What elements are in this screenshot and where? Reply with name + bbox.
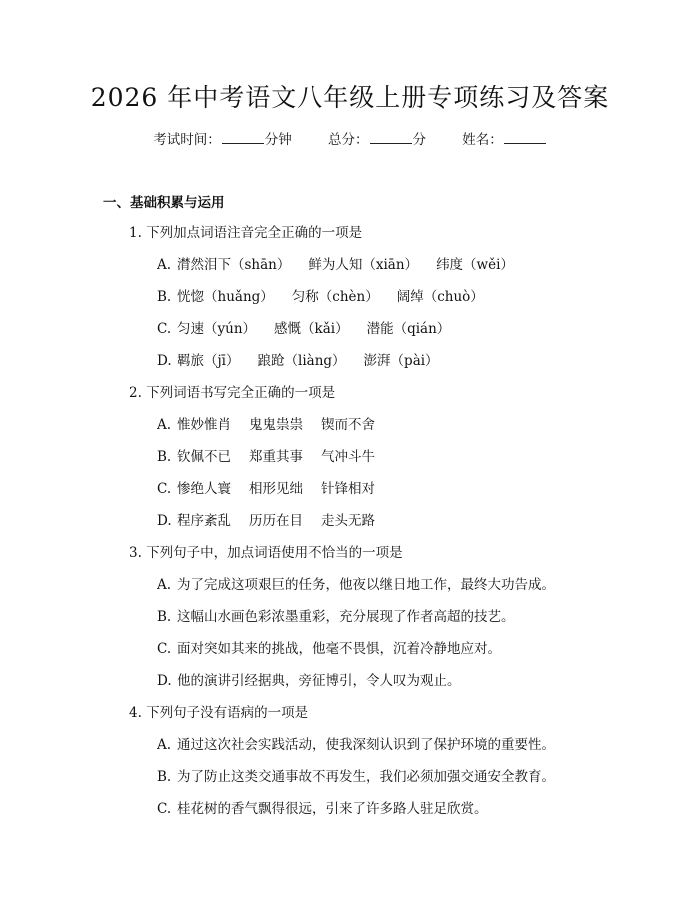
option-term: 匀称（chèn） <box>291 289 379 305</box>
option-letter: B. <box>157 769 172 785</box>
total-score-field <box>328 130 426 150</box>
option-letter: D. <box>157 353 172 369</box>
option-letter: B. <box>157 609 172 625</box>
option-term: 锲而不舍 <box>321 417 375 433</box>
page-title: 2026 年中考语文八年级上册专项练习及答案 <box>90 83 610 112</box>
option-term: 潸然泪下（shān） <box>177 257 291 273</box>
option-letter: C. <box>157 481 172 497</box>
question-stem: 4. 下列句子没有语病的一项是 <box>129 705 309 721</box>
option-term: 惨绝人寰 <box>177 481 231 497</box>
option-letter: C. <box>157 801 172 817</box>
option-row <box>157 735 555 755</box>
option-term: 感慨（kǎi） <box>274 321 349 337</box>
option-row <box>157 319 468 339</box>
option-letter: C. <box>157 641 172 657</box>
option-term: 惟妙惟肖 <box>177 417 231 433</box>
option-sentence: 为了完成这项艰巨的任务，他夜以继日地工作，最终大功告成。 <box>177 577 555 593</box>
total-score-unit: 分 <box>412 132 426 148</box>
option-term: 钦佩不已 <box>177 449 231 465</box>
option-term: 相形见绌 <box>249 481 303 497</box>
option-letter: A. <box>157 417 172 433</box>
section-heading: 一、基础积累与运用 <box>103 195 225 211</box>
option-row <box>157 287 502 307</box>
option-letter: A. <box>157 257 172 273</box>
option-sentence: 面对突如其来的挑战，他毫不畏惧，沉着冷静地应对。 <box>177 641 501 657</box>
option-letter: B. <box>157 289 172 305</box>
option-term: 纬度（wěi） <box>436 257 514 273</box>
option-letter: D. <box>157 673 172 689</box>
option-sentence: 通过这次社会实践活动，使我深刻认识到了保护环境的重要性。 <box>177 737 555 753</box>
option-term: 匀速（yún） <box>177 321 257 337</box>
option-row <box>157 671 461 691</box>
student-name-label: 姓名： <box>462 132 503 148</box>
question-stem: 1. 下列加点词语注音完全正确的一项是 <box>129 225 363 241</box>
option-letter: B. <box>157 449 172 465</box>
option-row <box>157 799 488 819</box>
option-term: 气冲斗牛 <box>321 449 375 465</box>
option-sentence: 为了防止这类交通事故不再发生，我们必须加强交通安全教育。 <box>177 769 555 785</box>
exam-time-unit: 分钟 <box>264 132 292 148</box>
option-term: 澎湃（pài） <box>363 353 439 369</box>
option-term: 鲜为人知（xiān） <box>308 257 419 273</box>
option-term: 郑重其事 <box>249 449 303 465</box>
option-letter: A. <box>157 737 172 753</box>
option-term: 历历在目 <box>249 513 303 529</box>
option-letter: D. <box>157 513 172 529</box>
question-stem: 3. 下列句子中，加点词语使用不恰当的一项是 <box>129 545 403 561</box>
option-letter: A. <box>157 577 172 593</box>
option-term: 阔绰（chuò） <box>396 289 484 305</box>
total-score-blank <box>370 131 412 144</box>
question-stem: 2. 下列词语书写完全正确的一项是 <box>129 385 336 401</box>
option-row <box>157 575 555 595</box>
student-name-blank <box>504 131 546 144</box>
student-name-field <box>462 130 547 150</box>
option-row <box>157 415 393 435</box>
option-letter: C. <box>157 321 172 337</box>
option-row <box>157 607 515 627</box>
option-term: 恍惚（huǎng） <box>177 289 274 305</box>
exam-time-blank <box>222 131 264 144</box>
option-term: 走头无路 <box>321 513 375 529</box>
option-row <box>157 255 532 275</box>
option-term: 程序紊乱 <box>177 513 231 529</box>
option-sentence: 桂花树的香气飘得很远，引来了许多路人驻足欣赏。 <box>177 801 488 817</box>
option-row <box>157 639 501 659</box>
option-term: 潜能（qián） <box>366 321 451 337</box>
option-term: 针锋相对 <box>321 481 375 497</box>
option-term: 踉跄（liàng） <box>257 353 346 369</box>
option-row <box>157 447 393 467</box>
exam-info-line <box>0 130 700 150</box>
option-row <box>157 767 555 787</box>
option-sentence: 他的演讲引经据典，旁征博引，令人叹为观止。 <box>177 673 461 689</box>
option-row <box>157 479 393 499</box>
total-score-label: 总分： <box>328 132 369 148</box>
option-sentence: 这幅山水画色彩浓墨重彩，充分展现了作者高超的技艺。 <box>177 609 515 625</box>
option-row <box>157 351 457 371</box>
option-row <box>157 511 393 531</box>
option-term: 鬼鬼祟祟 <box>249 417 303 433</box>
option-term: 羁旅（jī） <box>177 353 240 369</box>
exam-time-field <box>153 130 292 150</box>
exam-time-label: 考试时间： <box>153 132 221 148</box>
